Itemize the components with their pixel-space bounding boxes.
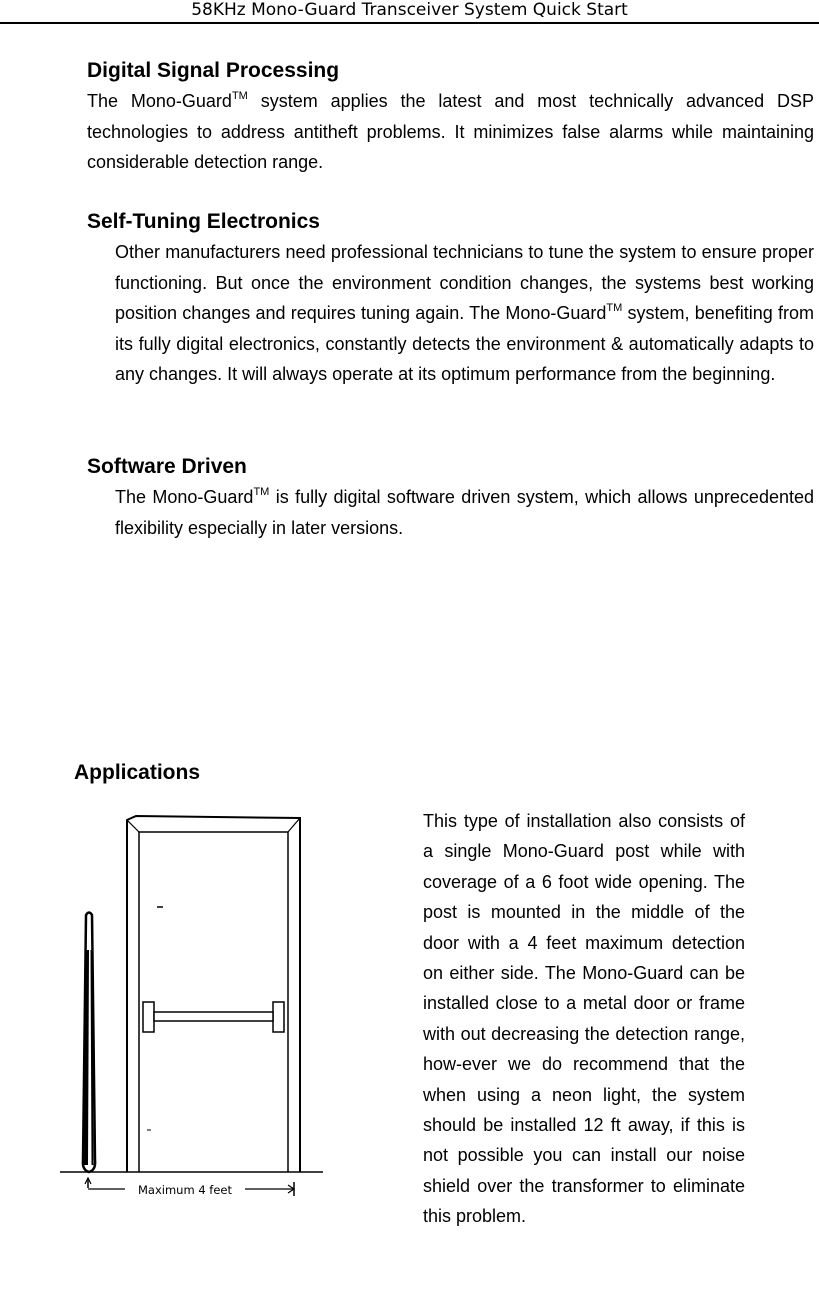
door-diagram [55,810,330,1205]
trademark-mark: TM [231,90,248,102]
paragraph-applications: This type of installation also consists of a single Mono-Guard post while with coverage of a 6 foot wide opening. The post is mounted in the middle of the door with a 4 feet maximum detection on either side. The Mono-Guard can be installed close to a metal door or frame with out decreasing the detection range, how-ever we do recommend that the when using a neon light, the system should be installed 12 ft away, if this is not possible you can install our noise shield over the transformer to eliminate this problem. [423,811,745,1227]
door-frame-inner [139,832,288,1172]
frame-corner-right [288,818,300,832]
page-header [0,0,819,24]
paragraph-self-tuning [115,237,814,390]
panic-bar-left-bracket [143,1002,154,1032]
heading-applications: Applications [74,761,201,784]
heading-software-driven: Software Driven [87,455,247,478]
software-text-1: The Mono-Guard [115,487,254,507]
post-edge-line [92,950,93,1165]
door-installation-figure [55,810,330,1205]
heading-self-tuning: Self-Tuning Electronics [87,210,320,233]
frame-corner-left [127,820,139,832]
self-tuning-text-1: Other manufacturers need professional technicians to tune the system to ensure proper functioning. But once the environment condition changes, the systems best working position changes and requires tuning again. The Mono-Guard [115,242,814,323]
header-title: 58KHz Mono-Guard Transceiver System Quick Start [191,0,628,20]
dsp-text-1: The Mono-Guard [87,91,232,111]
door-frame-outer [127,816,300,1172]
dsp-text-2: system applies the latest and most technically advanced DSP technologies to address antitheft problems. It minimizes false alarms while maintaining considerable detection range. [87,91,814,172]
panic-bar-right-bracket [273,1002,284,1032]
paragraph-software-driven [115,482,814,543]
panic-bar [154,1012,273,1021]
self-tuning-text-2: system, benefiting from its fully digital electronics, constantly detects the environment & automatically adapts to any changes. It will always operate at its optimum performance from the beginning. [115,303,814,384]
trademark-mark: TM [253,486,270,498]
paragraph-dsp [87,86,814,178]
heading-dsp: Digital Signal Processing [87,59,340,82]
post-dark-stripe [86,950,87,1165]
software-text-2: is fully digital software driven system, which allows unprecedented flexibility especially in later versions. [115,487,814,538]
figure-label: Maximum 4 feet [138,1183,232,1197]
trademark-mark: TM [606,302,623,314]
